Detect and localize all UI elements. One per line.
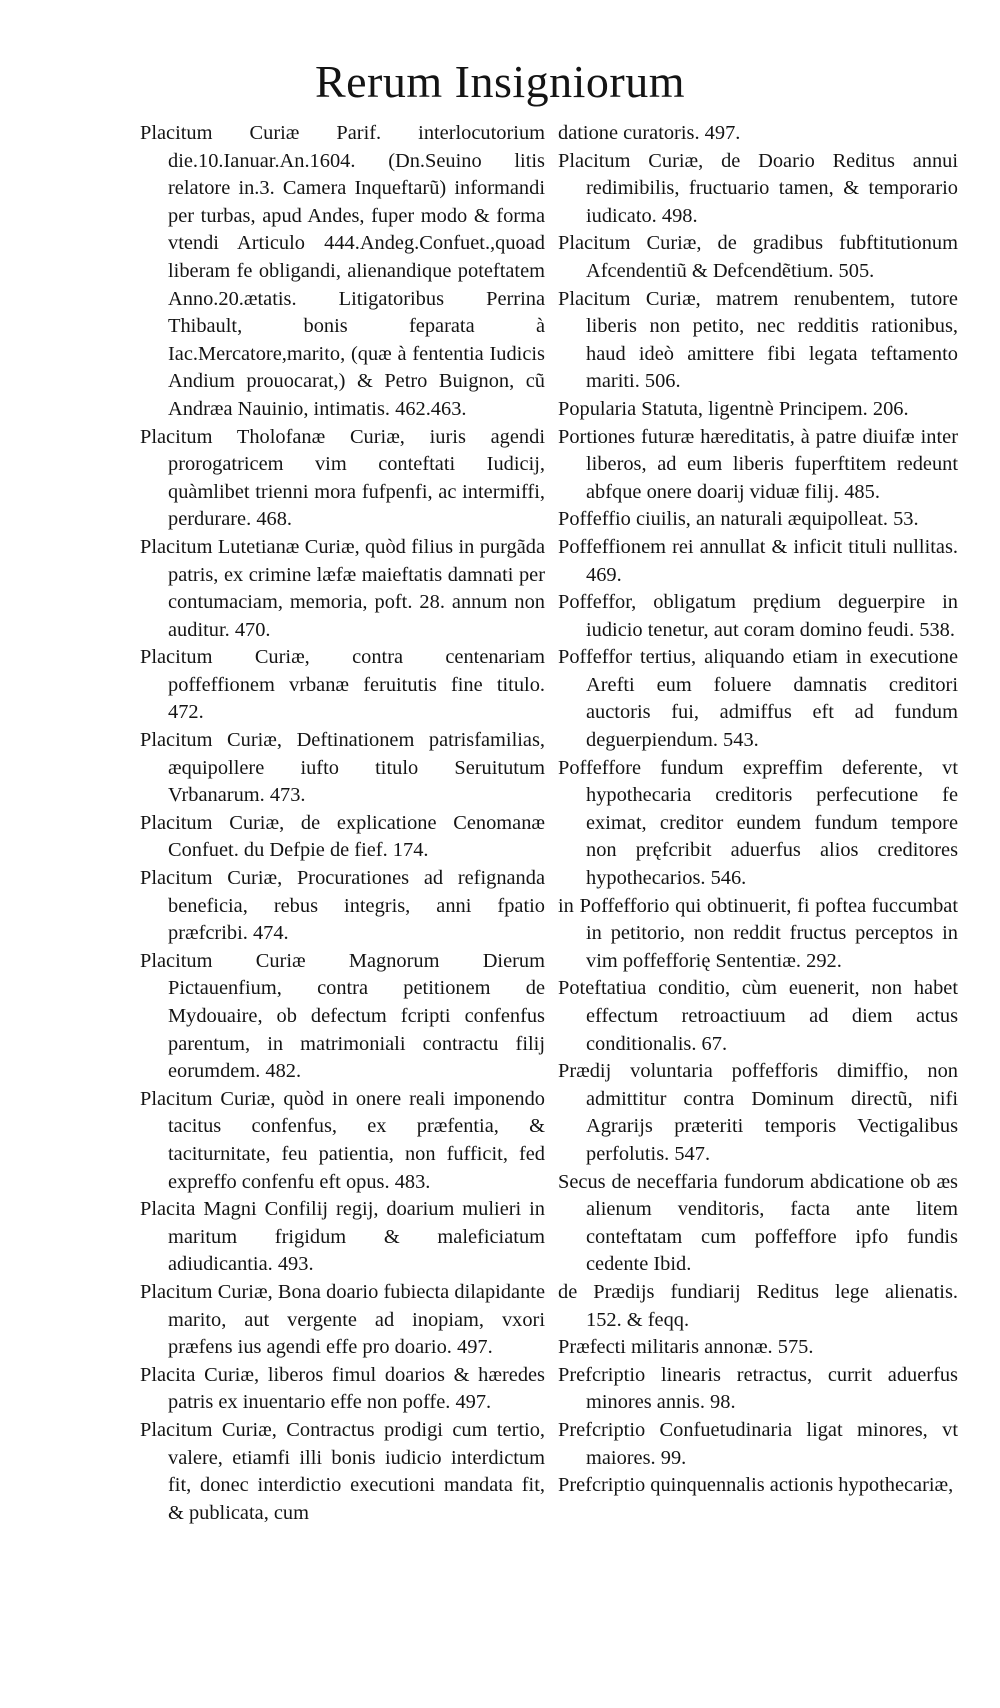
index-entry bbox=[558, 424, 958, 507]
index-entry bbox=[140, 865, 545, 948]
running-header: Rerum Insigniorum bbox=[314, 56, 686, 107]
page-reference: 505. bbox=[838, 259, 875, 282]
index-entry bbox=[558, 1362, 958, 1417]
index-entry bbox=[140, 948, 545, 1086]
entry-text: Poffeffio ciuilis, an naturali æquipolleat. bbox=[558, 508, 888, 531]
entry-text: Placitum Curiæ, Deftinationem patrisfamilias, æquipollere iufto titulo Seruitutum Vrbanarum. bbox=[140, 729, 545, 807]
entry-text: Placitum Curiæ, Procurationes ad refignanda beneficia, rebus integris, anni fpatio præfcribi. bbox=[140, 867, 545, 945]
entry-text: Præfecti militaris annonæ. bbox=[558, 1336, 773, 1359]
index-entry bbox=[140, 1196, 545, 1279]
entry-text: Prefcriptio Confuetudinaria ligat minores, vt maiores. bbox=[558, 1418, 958, 1469]
entry-text: Placitum Curiæ Magnorum Dierum Pictauenfium, contra petitionem de Mydouaire, ob defectum fcripti confenfus parentum, in matrimoniali contractu filij eorumdem. bbox=[140, 949, 545, 1083]
entry-text: Placitum Curiæ, de Doario Reditus annui redimibilis, fructuario tamen, & temporario iudicato. bbox=[558, 149, 958, 227]
page-reference: 53. bbox=[893, 508, 919, 531]
index-entry bbox=[558, 975, 958, 1058]
index-entry bbox=[558, 506, 958, 534]
page-reference: 152. & feqq. bbox=[586, 1308, 690, 1331]
entry-text: Poffeffionem rei annullat & inficit tituli nullitas. bbox=[558, 535, 958, 558]
page-reference: 497. bbox=[455, 1391, 492, 1414]
index-entry bbox=[140, 1417, 545, 1527]
page-reference: 468. bbox=[256, 508, 293, 531]
page-reference: 472. bbox=[168, 701, 204, 724]
page-reference: 470. bbox=[234, 618, 271, 641]
page-reference: 469. bbox=[586, 563, 622, 586]
entry-text: Placitum Curiæ, quòd in onere reali imponendo tacitus confenfus, ex præfentia, & taciturnitate, feu patientia, non fufficit, fed expreffo confenfu eft opus. bbox=[140, 1087, 545, 1193]
entry-text: Secus de neceffaria fundorum abdicatione ob æs alienum venditoris, facta ante litem conteftatam cum poffeffore ipfo fundis cedente bbox=[558, 1170, 958, 1276]
entry-text: Placitum Curiæ, Contractus prodigi cum tertio, valere, etiamfi illi bonis iudicio interdictum fit, donec interdictio executioni mandata fit, & publicata, cum bbox=[140, 1418, 545, 1524]
entry-text: Poteftatiua conditio, cùm euenerit, non habet effectum retroactiuum ad diem actus conditionalis. bbox=[558, 977, 958, 1055]
entry-text: Prefcriptio linearis retractus, currit aduerfus minores annis. bbox=[558, 1363, 958, 1414]
page-reference: 543. bbox=[723, 729, 759, 752]
page-reference: 575. bbox=[777, 1336, 814, 1359]
entry-text: Placitum Curiæ Parif. interlocutorium die.10.Ianuar.An.1604. (Dn.Seuino litis relatore in.3. Camera Inqueftarũ) informandi per turbas, apud Andes, fuper modo & forma vtendi Articulo 444.Andeg.Confuet.,quoad liberam fe obligandi, alienandique poteftatem Anno.20.ætatis. Litigatoribus Perrina Thibault, bonis feparata à Iac.Mercatore,marito, (quæ à fententia Iudicis Andium prouocarat,) & Petro Buignon, cũ Andræa Nauinio, intimatis. bbox=[140, 122, 545, 420]
page-reference: 547. bbox=[674, 1142, 711, 1165]
index-entry bbox=[140, 727, 545, 810]
index-column-right bbox=[558, 120, 958, 1500]
entry-text: Prefcriptio quinquennalis actionis hypothecariæ, bbox=[558, 1474, 954, 1497]
index-entry bbox=[558, 396, 958, 424]
page-reference: 493. bbox=[277, 1253, 314, 1276]
index-entry bbox=[558, 644, 958, 754]
page-reference: 99. bbox=[660, 1446, 687, 1469]
index-entry bbox=[140, 120, 545, 424]
index-entry bbox=[558, 755, 958, 893]
page-reference: 67. bbox=[701, 1032, 728, 1055]
entry-text: de Prædijs fundiarij Reditus lege alienatis. bbox=[558, 1280, 958, 1303]
index-entry bbox=[140, 424, 545, 534]
index-entry bbox=[558, 148, 958, 231]
index-entry bbox=[140, 534, 545, 644]
page-reference: 98. bbox=[710, 1391, 736, 1414]
index-column-left bbox=[140, 120, 545, 1527]
page-reference: Ibid. bbox=[653, 1253, 692, 1276]
index-entry bbox=[140, 644, 545, 727]
entry-text: Poffeffor, obligatum prędium deguerpire in iudicio tenetur, aut coram domino feudi. bbox=[558, 591, 958, 641]
index-entry bbox=[558, 589, 958, 644]
entry-text: Placita Magni Confilij regij, doarium mulieri in maritum frigidum & maleficiatum adiudicantia. bbox=[140, 1198, 545, 1276]
entry-text: Poffeffore fundum expreffim deferente, vt hypothecaria creditoris perfecutione fe eximat, creditor eundem fundum tempore non pręfcribit aduerfus alios creditores hypothecarios. bbox=[558, 756, 958, 890]
page-reference: 462.463. bbox=[395, 397, 467, 420]
index-entry bbox=[140, 810, 545, 865]
index-entry bbox=[558, 230, 958, 285]
entry-text: Poffeffor tertius, aliquando etiam in executione Arefti eum foluere damnatis creditori auctoris fui, admiffus eft ad fundum deguerpiendum. bbox=[558, 646, 958, 752]
page-reference: 473. bbox=[269, 784, 306, 807]
index-entry bbox=[558, 534, 958, 589]
index-entry bbox=[140, 1362, 545, 1417]
page-reference: 506. bbox=[644, 370, 681, 393]
page-reference: 292. bbox=[806, 949, 842, 972]
index-entry bbox=[558, 1058, 958, 1168]
index-entry bbox=[558, 1417, 958, 1472]
entry-text: Placitum Curiæ, contra centenariam poffeffionem vrbanæ feruitutis fine titulo. bbox=[140, 646, 545, 696]
index-entry bbox=[558, 1472, 958, 1500]
index-entry bbox=[140, 1086, 545, 1196]
entry-text: Placitum Curiæ, de explicatione Cenomanæ Confuet. du Defpie de fief. bbox=[140, 811, 545, 862]
index-entry bbox=[558, 120, 958, 148]
entry-text: Placitum Curiæ, de gradibus fubftitutionum Afcendentiũ & Defcendẽtium. bbox=[558, 232, 958, 282]
index-entry bbox=[140, 1279, 545, 1362]
page-reference: 498. bbox=[661, 204, 698, 227]
index-entry bbox=[558, 1279, 958, 1334]
index-entry bbox=[558, 1169, 958, 1279]
page-reference: 482. bbox=[265, 1060, 302, 1083]
page-reference: 538. bbox=[919, 618, 955, 641]
page-reference: 497. bbox=[704, 122, 741, 144]
page-reference: 174. bbox=[392, 839, 429, 862]
page-reference: 546. bbox=[710, 867, 747, 890]
entry-text: Placitum Curiæ, Bona doario fubiecta dilapidante marito, aut vergente ad inopiam, vxori præfens ius agendi effe pro doario. bbox=[140, 1280, 545, 1359]
entry-text: datione curatoris. bbox=[558, 122, 700, 144]
entry-text: Placita Curiæ, liberos fimul doarios & hæredes patris ex inuentario effe non poffe. bbox=[140, 1363, 545, 1414]
page-reference: 483. bbox=[394, 1170, 431, 1193]
entry-text: Prædij voluntaria poffefforis dimiffio, non admittitur contra Dominum directũ, nifi Agrarijs præteriti temporis Vectigalibus perfolutis. bbox=[558, 1060, 958, 1165]
page-reference: 497. bbox=[457, 1336, 493, 1359]
page-reference: 485. bbox=[844, 480, 880, 503]
entry-text: Placitum Lutetianæ Curiæ, quòd filius in purgãda patris, ex crimine læfæ maieftatis damnati per contumaciam, memoria, poft. 28. annum non auditur. bbox=[140, 535, 545, 641]
index-entry bbox=[558, 286, 958, 396]
index-entry bbox=[558, 893, 958, 976]
entry-text: Portiones futuræ hæreditatis, à patre diuifæ inter liberos, ad eum liberis fuperftitem redeunt abfque onere doarij viduæ filij. bbox=[558, 425, 958, 503]
entry-text: Placitum Curiæ, matrem renubentem, tutore liberis non petito, nec redditis rationibus, haud ideò amittere fibi legata teftamento mariti. bbox=[558, 287, 958, 393]
entry-text: Popularia Statuta, ligentnè Principem. bbox=[558, 397, 868, 420]
index-entry bbox=[558, 1334, 958, 1362]
page-reference: 206. bbox=[872, 397, 909, 420]
entry-text: in Poffefforio qui obtinuerit, fi poftea fuccumbat in petitorio, non reddit fructus perceptos in vim poffefforię Sententiæ. bbox=[558, 894, 958, 972]
page-reference: 474. bbox=[252, 922, 289, 945]
entry-text: Placitum Tholofanæ Curiæ, iuris agendi prorogatricem vim conteftati Iudicij, quàmlibet trienni mora fufpenfi, ac intermiffi, perdurare. bbox=[140, 425, 545, 531]
